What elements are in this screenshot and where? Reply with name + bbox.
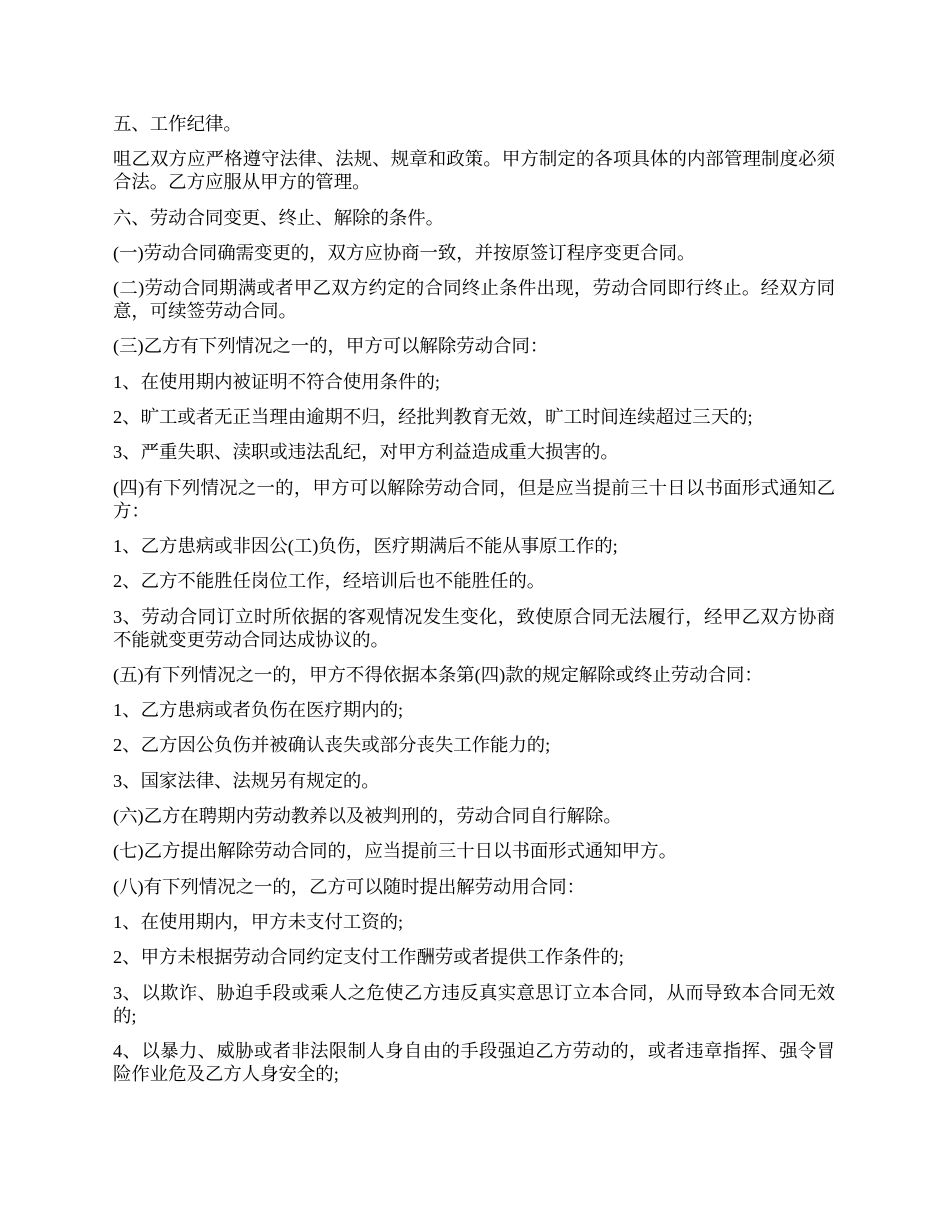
- paragraph-line: (一)劳动合同确需变更的，双方应协商一致，并按原签订程序变更合同。: [113, 242, 696, 263]
- clause-4-item-1: [113, 535, 835, 558]
- paragraph-line: 意，可续签劳动合同。: [113, 301, 297, 322]
- section-heading-contract-change: [113, 207, 835, 230]
- paragraph-line: 2、乙方不能胜任岗位工作，经培训后也不能胜任的。: [113, 571, 546, 592]
- paragraph-line: 2、甲方未根据劳动合同约定支付工作酬劳或者提供工作条件的;: [113, 947, 624, 968]
- clause-4-item-3: [113, 606, 835, 652]
- paragraph-line: 合法。乙方应服从甲方的管理。: [113, 172, 371, 193]
- clause-5-item-2: [113, 734, 835, 757]
- clause-3-dismissal-conditions: [113, 335, 835, 358]
- paragraph-line: 1、乙方患病或非因公(工)负伤，医疗期满后不能从事原工作的;: [113, 535, 618, 556]
- paragraph-line: 1、在使用期内，甲方未支付工资的;: [113, 911, 404, 932]
- clause-6-automatic-rescission: [113, 805, 835, 828]
- paragraph-line: 3、劳动合同订立时所依据的客观情况发生变化，致使原合同无法履行，经甲乙双方协商: [113, 606, 835, 627]
- paragraph-line: (六)乙方在聘期内劳动教养以及被判刑的，劳动合同自行解除。: [113, 806, 622, 827]
- clause-7-resignation-notice: [113, 840, 835, 863]
- paragraph-line: 的;: [113, 1005, 137, 1026]
- clause-1-contract-change: [113, 242, 835, 265]
- clause-8-item-1: [113, 911, 835, 934]
- clause-2-contract-termination: [113, 277, 835, 323]
- paragraph-line: 1、在使用期内被证明不符合使用条件的;: [113, 371, 440, 392]
- paragraph-line: (三)乙方有下列情况之一的，甲方可以解除劳动合同：: [113, 336, 549, 357]
- paragraph-line: (五)有下列情况之一的，甲方不得依据本条第(四)款的规定解除或终止劳动合同：: [113, 664, 763, 685]
- clause-8-item-3: [113, 982, 835, 1028]
- paragraph-line: 2、旷工或者无正当理由逾期不归，经批判教育无效，旷工时间连续超过三天的;: [113, 407, 753, 428]
- paragraph-line: (八)有下列情况之一的，乙方可以随时提出解劳动用合同：: [113, 876, 586, 897]
- paragraph-line: 五、工作纪律。: [113, 114, 242, 134]
- clause-4-notice-dismissal: [113, 477, 835, 523]
- paragraph-line: 1、乙方患病或者负伤在医疗期内的;: [113, 700, 404, 721]
- clause-8-item-2: [113, 946, 835, 969]
- document-body: [113, 113, 835, 1098]
- clause-3-item-2: [113, 406, 835, 429]
- paragraph-line: 咀乙双方应严格遵守法律、法规、规章和政策。甲方制定的各项具体的内部管理制度必须: [113, 149, 835, 170]
- paragraph-line: (二)劳动合同期满或者甲乙双方约定的合同终止条件出现，劳动合同即行终止。经双方同: [113, 278, 835, 299]
- paragraph-line: 方：: [113, 500, 150, 521]
- clause-3-item-1: [113, 371, 835, 394]
- paragraph-line: 3、国家法律、法规另有规定的。: [113, 770, 380, 791]
- paragraph-line: 2、乙方因公负伤并被确认丧失或部分丧失工作能力的;: [113, 735, 551, 756]
- paragraph-line: (四)有下列情况之一的，甲方可以解除劳动合同，但是应当提前三十日以书面形式通知乙: [113, 477, 835, 498]
- paragraph-discipline-rules: [113, 148, 835, 194]
- paragraph-line: 4、以暴力、威胁或者非法限制人身自由的手段强迫乙方劳动的，或者违章指挥、强令冒: [113, 1040, 835, 1061]
- paragraph-line: 六、劳动合同变更、终止、解除的条件。: [113, 207, 445, 228]
- clause-3-item-3: [113, 441, 835, 464]
- paragraph-line: 3、严重失职、渎职或违法乱纪，对甲方利益造成重大损害的。: [113, 442, 619, 463]
- paragraph-line: (七)乙方提出解除劳动合同的，应当提前三十日以书面形式通知甲方。: [113, 841, 677, 862]
- clause-5-item-3: [113, 770, 835, 793]
- paragraph-line: 险作业危及乙方人身安全的;: [113, 1063, 339, 1084]
- clause-8-item-4: [113, 1040, 835, 1086]
- clause-8-immediate-rescission: [113, 876, 835, 899]
- clause-5-no-dismissal: [113, 664, 835, 687]
- paragraph-line: 3、以欺诈、胁迫手段或乘人之危使乙方违反真实意思订立本合同，从而导致本合同无效: [113, 982, 835, 1003]
- clause-4-item-2: [113, 570, 835, 593]
- clause-5-item-1: [113, 699, 835, 722]
- paragraph-line: 不能就变更劳动合同达成协议的。: [113, 629, 389, 650]
- section-heading-work-discipline: [113, 113, 835, 136]
